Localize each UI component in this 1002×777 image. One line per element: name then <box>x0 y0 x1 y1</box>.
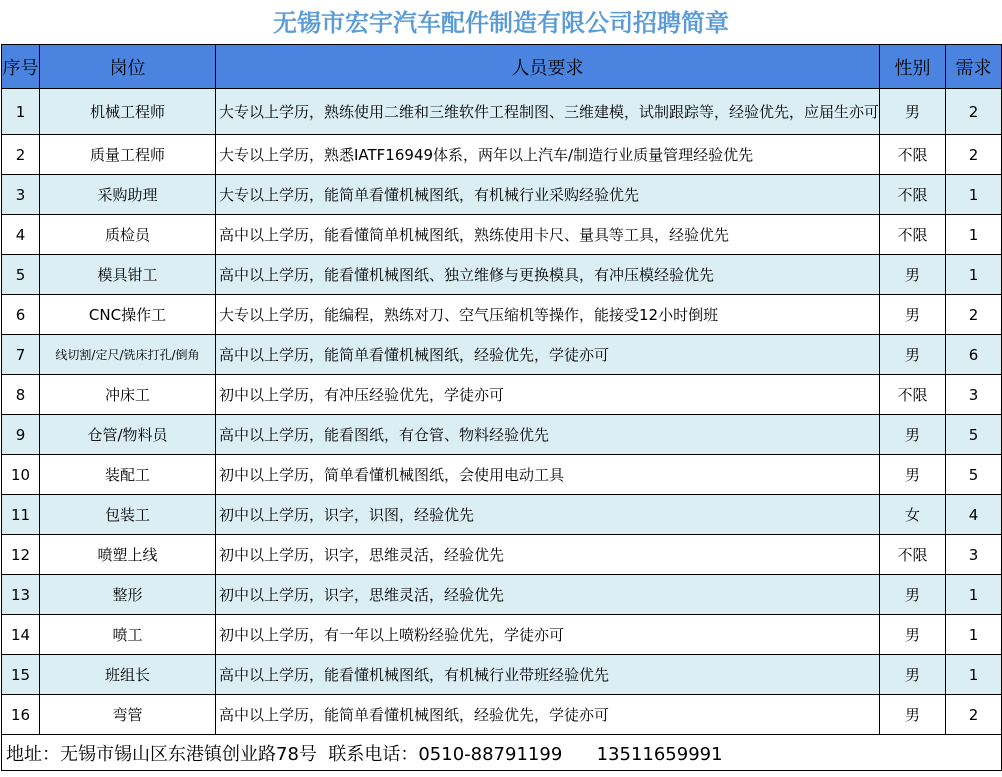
row-gender: 男 <box>880 295 946 335</box>
table-row <box>2 415 1002 455</box>
row-count: 2 <box>946 695 1002 735</box>
row-position: 喷工 <box>40 615 216 655</box>
row-requirement: 初中以上学历，简单看懂机械图纸，会使用电动工具 <box>216 455 880 495</box>
row-count: 2 <box>946 89 1002 135</box>
row-count: 1 <box>946 575 1002 615</box>
row-no: 4 <box>2 215 40 255</box>
row-position: 冲床工 <box>40 375 216 415</box>
table-row <box>2 295 1002 335</box>
row-no: 5 <box>2 255 40 295</box>
row-position: 机械工程师 <box>40 89 216 135</box>
row-position: 包装工 <box>40 495 216 535</box>
row-requirement: 高中以上学历，能看懂机械图纸、独立维修与更换模具，有冲压模经验优先 <box>216 255 880 295</box>
row-requirement: 初中以上学历，识字，思维灵活，经验优先 <box>216 535 880 575</box>
row-no: 7 <box>2 335 40 375</box>
row-gender: 不限 <box>880 535 946 575</box>
row-count: 2 <box>946 295 1002 335</box>
row-gender: 男 <box>880 415 946 455</box>
row-position: 弯管 <box>40 695 216 735</box>
row-gender: 不限 <box>880 135 946 175</box>
row-count: 3 <box>946 535 1002 575</box>
header-position: 岗位 <box>40 45 216 89</box>
row-position: 整形 <box>40 575 216 615</box>
table-row <box>2 335 1002 375</box>
row-requirement: 高中以上学历，能看图纸，有仓管、物料经验优先 <box>216 415 880 455</box>
table-row <box>2 575 1002 615</box>
table-row <box>2 615 1002 655</box>
row-no: 2 <box>2 135 40 175</box>
row-count: 1 <box>946 175 1002 215</box>
header-gender: 性别 <box>880 45 946 89</box>
row-count: 1 <box>946 655 1002 695</box>
row-gender: 女 <box>880 495 946 535</box>
header-no: 序号 <box>2 45 40 89</box>
row-gender: 男 <box>880 695 946 735</box>
table-row <box>2 455 1002 495</box>
row-requirement: 大专以上学历，熟悉IATF16949体系，两年以上汽车/制造行业质量管理经验优先 <box>216 135 880 175</box>
row-count: 1 <box>946 255 1002 295</box>
row-no: 12 <box>2 535 40 575</box>
row-no: 16 <box>2 695 40 735</box>
contact-row <box>2 735 1002 771</box>
row-no: 11 <box>2 495 40 535</box>
table-row <box>2 215 1002 255</box>
row-no: 8 <box>2 375 40 415</box>
row-gender: 不限 <box>880 175 946 215</box>
row-requirement: 初中以上学历，有一年以上喷粉经验优先，学徒亦可 <box>216 615 880 655</box>
table-row <box>2 255 1002 295</box>
job-table <box>1 44 1002 771</box>
row-position: 线切割/定尺/铣床打孔/倒角 <box>40 335 216 375</box>
page-title: 无锡市宏宇汽车配件制造有限公司招聘简章 <box>273 9 729 37</box>
row-no: 10 <box>2 455 40 495</box>
row-count: 1 <box>946 215 1002 255</box>
row-position: 仓管/物料员 <box>40 415 216 455</box>
row-requirement: 高中以上学历，能简单看懂机械图纸，经验优先，学徒亦可 <box>216 695 880 735</box>
table-row <box>2 695 1002 735</box>
row-gender: 男 <box>880 89 946 135</box>
row-requirement: 大专以上学历，能简单看懂机械图纸，有机械行业采购经验优先 <box>216 175 880 215</box>
row-count: 1 <box>946 615 1002 655</box>
row-count: 5 <box>946 455 1002 495</box>
row-position: 采购助理 <box>40 175 216 215</box>
row-count: 5 <box>946 415 1002 455</box>
row-gender: 男 <box>880 455 946 495</box>
row-gender: 男 <box>880 655 946 695</box>
header-count: 需求 <box>946 45 1002 89</box>
row-gender: 男 <box>880 575 946 615</box>
table-row <box>2 375 1002 415</box>
row-position: CNC操作工 <box>40 295 216 335</box>
row-no: 15 <box>2 655 40 695</box>
row-requirement: 初中以上学历，识字，识图，经验优先 <box>216 495 880 535</box>
row-position: 质量工程师 <box>40 135 216 175</box>
row-position: 装配工 <box>40 455 216 495</box>
row-no: 1 <box>2 89 40 135</box>
row-gender: 男 <box>880 615 946 655</box>
row-no: 13 <box>2 575 40 615</box>
row-count: 4 <box>946 495 1002 535</box>
table-row <box>2 535 1002 575</box>
row-count: 2 <box>946 135 1002 175</box>
row-requirement: 高中以上学历，能简单看懂机械图纸，经验优先，学徒亦可 <box>216 335 880 375</box>
row-gender: 不限 <box>880 215 946 255</box>
contact-info: 地址：无锡市锡山区东港镇创业路78号 联系电话：0510-88791199 13511659991 <box>2 735 1002 771</box>
table-row <box>2 135 1002 175</box>
table-row <box>2 175 1002 215</box>
row-position: 质检员 <box>40 215 216 255</box>
row-count: 3 <box>946 375 1002 415</box>
row-no: 9 <box>2 415 40 455</box>
row-gender: 男 <box>880 335 946 375</box>
row-no: 14 <box>2 615 40 655</box>
table-row <box>2 495 1002 535</box>
row-position: 班组长 <box>40 655 216 695</box>
row-gender: 不限 <box>880 375 946 415</box>
header-requirement: 人员要求 <box>216 45 880 89</box>
row-no: 6 <box>2 295 40 335</box>
table-row <box>2 655 1002 695</box>
row-requirement: 初中以上学历，有冲压经验优先，学徒亦可 <box>216 375 880 415</box>
row-position: 喷塑上线 <box>40 535 216 575</box>
row-position: 模具钳工 <box>40 255 216 295</box>
row-requirement: 大专以上学历，能编程，熟练对刀、空气压缩机等操作，能接受12小时倒班 <box>216 295 880 335</box>
row-requirement: 高中以上学历，能看懂简单机械图纸，熟练使用卡尺、量具等工具，经验优先 <box>216 215 880 255</box>
table-row <box>2 89 1002 135</box>
table-header-row <box>2 45 1002 89</box>
row-gender: 男 <box>880 255 946 295</box>
row-no: 3 <box>2 175 40 215</box>
row-count: 6 <box>946 335 1002 375</box>
row-requirement: 初中以上学历，识字，思维灵活，经验优先 <box>216 575 880 615</box>
row-requirement: 大专以上学历，熟练使用二维和三维软件工程制图、三维建模，试制跟踪等，经验优先，应届生亦可 <box>216 89 880 135</box>
row-requirement: 高中以上学历，能看懂机械图纸，有机械行业带班经验优先 <box>216 655 880 695</box>
